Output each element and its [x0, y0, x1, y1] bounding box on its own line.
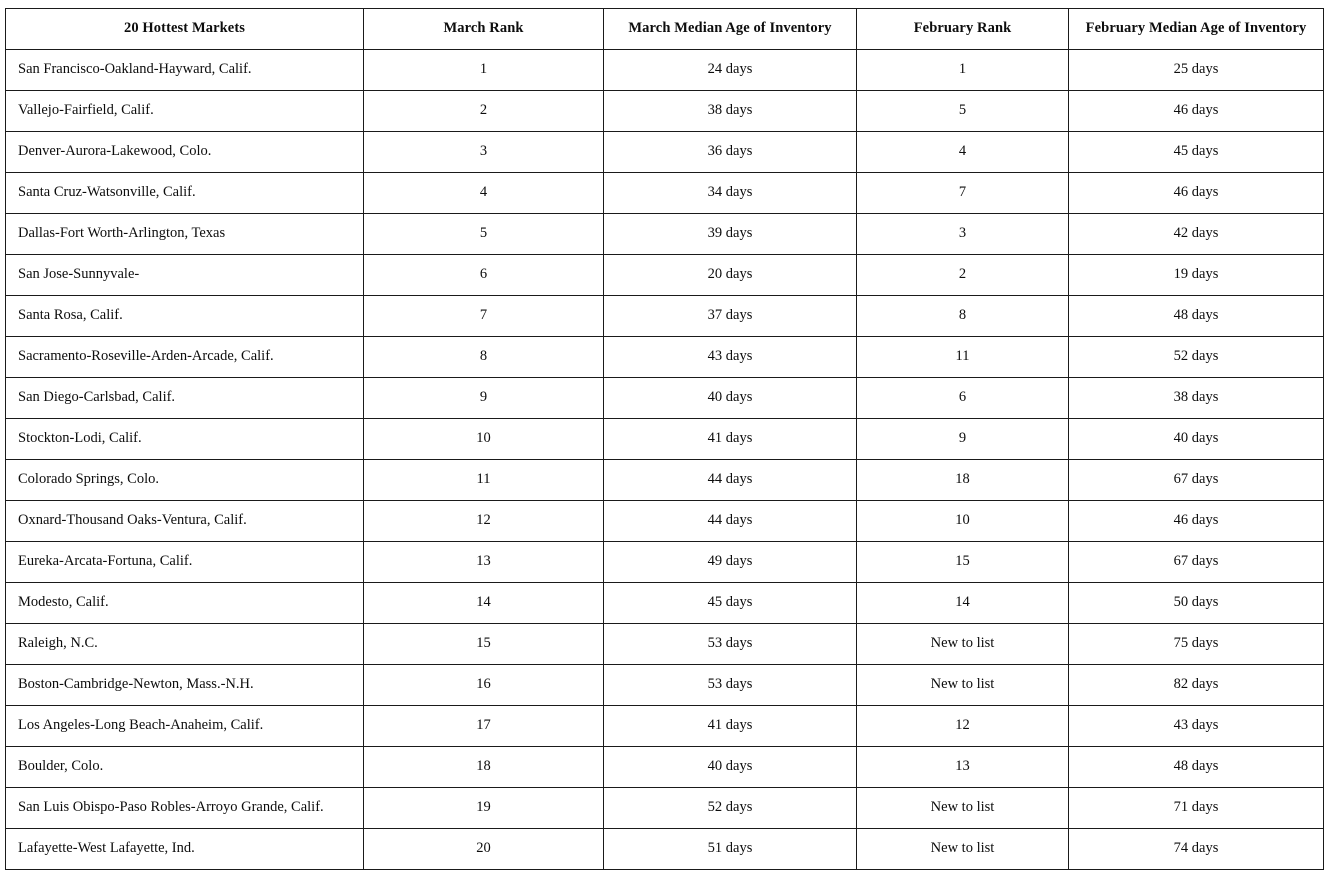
- cell-march-median: 36 days: [604, 132, 857, 173]
- cell-march-rank: 6: [364, 255, 604, 296]
- cell-market: Santa Rosa, Calif.: [6, 296, 364, 337]
- cell-february-rank: 14: [857, 583, 1069, 624]
- cell-february-median: 67 days: [1069, 542, 1324, 583]
- cell-february-median: 48 days: [1069, 296, 1324, 337]
- cell-march-median: 40 days: [604, 378, 857, 419]
- table-row: [6, 624, 1324, 665]
- cell-february-median: 46 days: [1069, 501, 1324, 542]
- table-row: [6, 747, 1324, 788]
- table-row: [6, 829, 1324, 870]
- cell-march-rank: 20: [364, 829, 604, 870]
- cell-february-rank: 18: [857, 460, 1069, 501]
- cell-february-median: 40 days: [1069, 419, 1324, 460]
- cell-market: Modesto, Calif.: [6, 583, 364, 624]
- table-row: [6, 173, 1324, 214]
- cell-february-median: 46 days: [1069, 91, 1324, 132]
- table-header-row: [6, 9, 1324, 50]
- cell-february-median: 48 days: [1069, 747, 1324, 788]
- table-row: [6, 91, 1324, 132]
- cell-march-median: 43 days: [604, 337, 857, 378]
- cell-march-rank: 14: [364, 583, 604, 624]
- cell-march-rank: 12: [364, 501, 604, 542]
- cell-march-rank: 18: [364, 747, 604, 788]
- cell-february-median: 74 days: [1069, 829, 1324, 870]
- table-row: [6, 296, 1324, 337]
- cell-market: San Francisco-Oakland-Hayward, Calif.: [6, 50, 364, 91]
- cell-february-median: 45 days: [1069, 132, 1324, 173]
- table-row: [6, 337, 1324, 378]
- cell-march-median: 37 days: [604, 296, 857, 337]
- cell-market: San Diego-Carlsbad, Calif.: [6, 378, 364, 419]
- cell-march-median: 41 days: [604, 419, 857, 460]
- cell-march-median: 52 days: [604, 788, 857, 829]
- cell-february-rank: 5: [857, 91, 1069, 132]
- cell-march-median: 41 days: [604, 706, 857, 747]
- cell-march-median: 44 days: [604, 501, 857, 542]
- cell-march-rank: 3: [364, 132, 604, 173]
- cell-march-rank: 19: [364, 788, 604, 829]
- cell-march-median: 34 days: [604, 173, 857, 214]
- column-header-february-median: February Median Age of Inventory: [1069, 9, 1324, 50]
- cell-february-rank: 7: [857, 173, 1069, 214]
- cell-february-median: 43 days: [1069, 706, 1324, 747]
- cell-market: Santa Cruz-Watsonville, Calif.: [6, 173, 364, 214]
- cell-march-median: 24 days: [604, 50, 857, 91]
- column-header-march-median: March Median Age of Inventory: [604, 9, 857, 50]
- cell-february-rank: 9: [857, 419, 1069, 460]
- cell-market: Stockton-Lodi, Calif.: [6, 419, 364, 460]
- cell-march-median: 51 days: [604, 829, 857, 870]
- cell-february-rank: 1: [857, 50, 1069, 91]
- cell-february-median: 52 days: [1069, 337, 1324, 378]
- cell-march-median: 44 days: [604, 460, 857, 501]
- cell-march-rank: 15: [364, 624, 604, 665]
- cell-february-rank: 11: [857, 337, 1069, 378]
- cell-march-median: 40 days: [604, 747, 857, 788]
- cell-market: Vallejo-Fairfield, Calif.: [6, 91, 364, 132]
- cell-february-rank: New to list: [857, 788, 1069, 829]
- cell-march-rank: 13: [364, 542, 604, 583]
- cell-march-rank: 7: [364, 296, 604, 337]
- cell-february-median: 19 days: [1069, 255, 1324, 296]
- cell-march-rank: 16: [364, 665, 604, 706]
- cell-march-rank: 1: [364, 50, 604, 91]
- cell-march-rank: 4: [364, 173, 604, 214]
- cell-february-rank: New to list: [857, 829, 1069, 870]
- cell-february-rank: 13: [857, 747, 1069, 788]
- cell-march-median: 45 days: [604, 583, 857, 624]
- cell-march-rank: 11: [364, 460, 604, 501]
- cell-market: Eureka-Arcata-Fortuna, Calif.: [6, 542, 364, 583]
- cell-february-median: 38 days: [1069, 378, 1324, 419]
- cell-market: Denver-Aurora-Lakewood, Colo.: [6, 132, 364, 173]
- cell-market: Raleigh, N.C.: [6, 624, 364, 665]
- cell-march-rank: 2: [364, 91, 604, 132]
- cell-march-rank: 17: [364, 706, 604, 747]
- cell-market: Oxnard-Thousand Oaks-Ventura, Calif.: [6, 501, 364, 542]
- cell-february-median: 67 days: [1069, 460, 1324, 501]
- cell-market: Los Angeles-Long Beach-Anaheim, Calif.: [6, 706, 364, 747]
- cell-february-rank: 12: [857, 706, 1069, 747]
- table-row: [6, 214, 1324, 255]
- cell-february-median: 46 days: [1069, 173, 1324, 214]
- cell-february-median: 25 days: [1069, 50, 1324, 91]
- table-row: [6, 501, 1324, 542]
- cell-february-rank: 3: [857, 214, 1069, 255]
- column-header-market: 20 Hottest Markets: [6, 9, 364, 50]
- cell-march-rank: 9: [364, 378, 604, 419]
- cell-february-median: 82 days: [1069, 665, 1324, 706]
- table-body: [6, 50, 1324, 870]
- table-row: [6, 132, 1324, 173]
- table-row: [6, 255, 1324, 296]
- cell-march-rank: 8: [364, 337, 604, 378]
- cell-february-median: 75 days: [1069, 624, 1324, 665]
- cell-february-rank: 10: [857, 501, 1069, 542]
- table-row: [6, 706, 1324, 747]
- cell-february-median: 50 days: [1069, 583, 1324, 624]
- cell-february-median: 42 days: [1069, 214, 1324, 255]
- table-row: [6, 50, 1324, 91]
- cell-february-rank: New to list: [857, 624, 1069, 665]
- cell-market: Dallas-Fort Worth-Arlington, Texas: [6, 214, 364, 255]
- cell-february-rank: 15: [857, 542, 1069, 583]
- cell-market: Boulder, Colo.: [6, 747, 364, 788]
- cell-february-rank: 6: [857, 378, 1069, 419]
- table-row: [6, 542, 1324, 583]
- cell-march-median: 53 days: [604, 665, 857, 706]
- column-header-february-rank: February Rank: [857, 9, 1069, 50]
- table-row: [6, 378, 1324, 419]
- hottest-markets-table-container: [5, 8, 1323, 870]
- cell-market: San Jose-Sunnyvale-: [6, 255, 364, 296]
- cell-march-median: 20 days: [604, 255, 857, 296]
- cell-february-rank: New to list: [857, 665, 1069, 706]
- cell-market: San Luis Obispo-Paso Robles-Arroyo Grande, Calif.: [6, 788, 364, 829]
- cell-march-median: 49 days: [604, 542, 857, 583]
- table-row: [6, 419, 1324, 460]
- cell-march-rank: 5: [364, 214, 604, 255]
- cell-market: Sacramento-Roseville-Arden-Arcade, Calif.: [6, 337, 364, 378]
- table-row: [6, 583, 1324, 624]
- table-row: [6, 788, 1324, 829]
- cell-march-median: 53 days: [604, 624, 857, 665]
- hottest-markets-table: [5, 8, 1324, 870]
- cell-market: Colorado Springs, Colo.: [6, 460, 364, 501]
- cell-march-median: 39 days: [604, 214, 857, 255]
- cell-march-median: 38 days: [604, 91, 857, 132]
- column-header-march-rank: March Rank: [364, 9, 604, 50]
- cell-february-rank: 2: [857, 255, 1069, 296]
- cell-march-rank: 10: [364, 419, 604, 460]
- table-header: [6, 9, 1324, 50]
- cell-market: Lafayette-West Lafayette, Ind.: [6, 829, 364, 870]
- cell-february-rank: 8: [857, 296, 1069, 337]
- table-row: [6, 665, 1324, 706]
- table-row: [6, 460, 1324, 501]
- cell-market: Boston-Cambridge-Newton, Mass.-N.H.: [6, 665, 364, 706]
- cell-february-rank: 4: [857, 132, 1069, 173]
- cell-february-median: 71 days: [1069, 788, 1324, 829]
